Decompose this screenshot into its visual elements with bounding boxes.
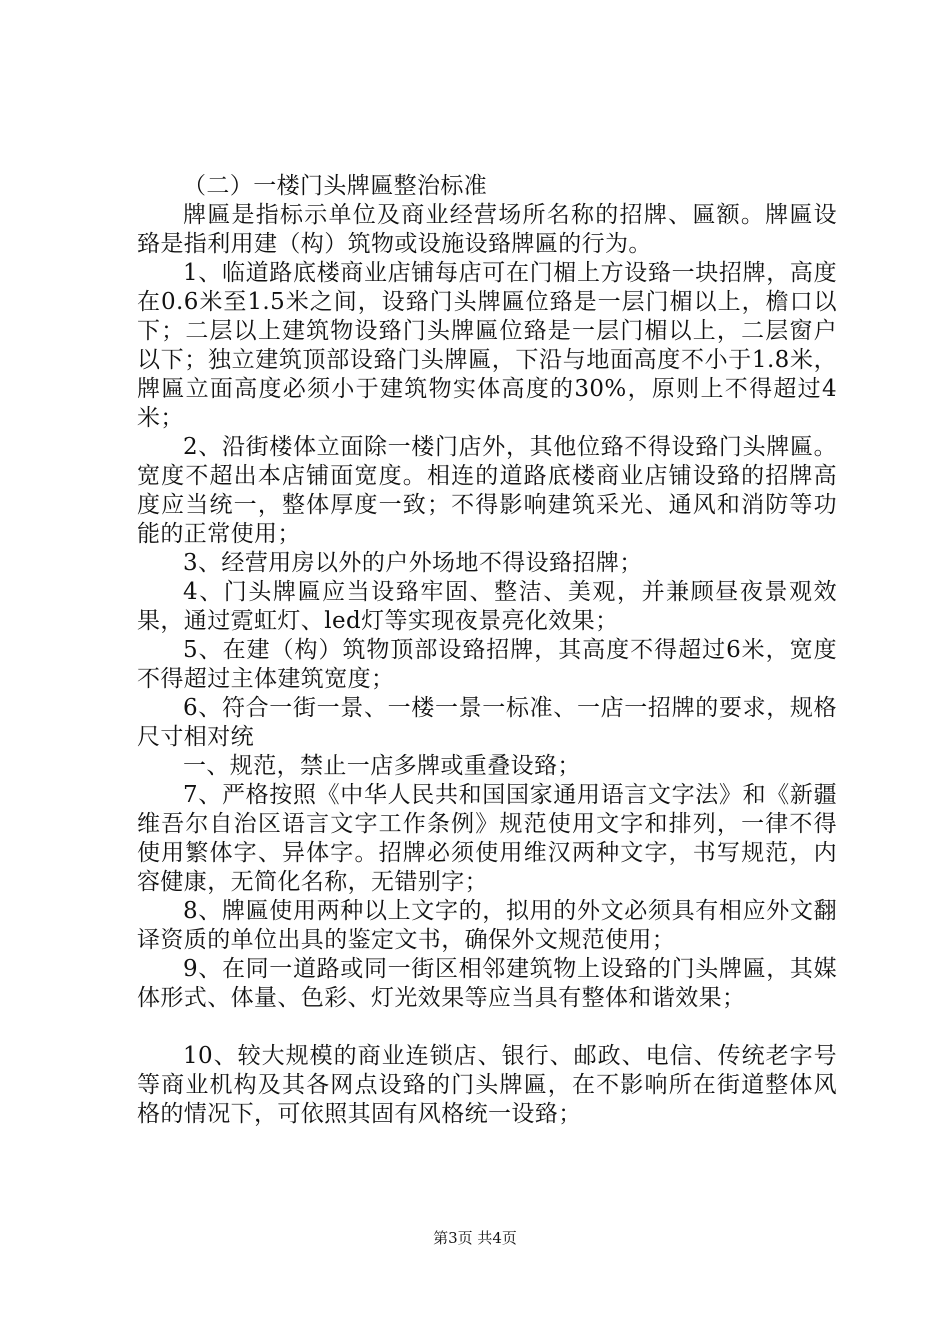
section-heading: （二）一楼门头牌匾整治标准 [183, 173, 488, 199]
paragraph-item-5: 5、在建（构）筑物顶部设臵招牌，其高度不得超过6米，宽度不得超过主体建筑宽度； [137, 637, 837, 692]
paragraph-item-1: 1、临道路底楼商业店铺每店可在门楣上方设臵一块招牌，高度在0.6米至1.5米之间，设臵门头牌匾位臵是一层门楣以上，檐口以下；二层以上建筑物设臵门头牌匾位臵是一层门楣以上，二层窗户以下；独立建筑顶部设臵门头牌匾，下沿与地面高度不小于1.8米，牌匾立面高度必须小于建筑物实体高度的30%，原则上不得超过4米； [137, 260, 837, 431]
paragraph-item-10: 10、较大规模的商业连锁店、银行、邮政、电信、传统老字号等商业机构及其各网点设臵的门头牌匾，在不影响所在街道整体风格的情况下，可依照其固有风格统一设臵； [137, 1043, 837, 1127]
document-body [137, 172, 837, 1129]
paragraph-item-7: 7、严格按照《中华人民共和国国家通用语言文字法》和《新疆维吾尔自治区语言文字工作条例》规范使用文字和排列，一律不得使用繁体字、异体字。招牌必须使用维汉两种文字，书写规范，内容健康，无简化名称，无错别字； [137, 782, 837, 895]
paragraph-item-3: 3、经营用房以外的户外场地不得设臵招牌； [183, 550, 643, 576]
paragraph-item-4: 4、门头牌匾应当设臵牢固、整洁、美观，并兼顾昼夜景观效果，通过霓虹灯、led灯等实现夜景亮化效果； [137, 579, 837, 634]
paragraph-definition: 牌匾是指标示单位及商业经营场所名称的招牌、匾额。牌匾设臵是指利用建（构）筑物或设施设臵牌匾的行为。 [137, 202, 837, 257]
paragraph-item-2: 2、沿街楼体立面除一楼门店外，其他位臵不得设臵门头牌匾。宽度不超出本店铺面宽度。相连的道路底楼商业店铺设臵的招牌高度应当统一，整体厚度一致；不得影响建筑采光、通风和消防等功能的正常使用； [137, 434, 837, 547]
paragraph-item-6-continued: 一、规范，禁止一店多牌或重叠设臵； [183, 753, 581, 779]
paragraph-item-6: 6、符合一街一景、一楼一景一标准、一店一招牌的要求，规格尺寸相对统 [137, 695, 837, 750]
paragraph-item-9: 9、在同一道路或同一街区相邻建筑物上设臵的门头牌匾，其媒体形式、体量、色彩、灯光效果等应当具有整体和谐效果； [137, 956, 837, 1011]
page-footer: 第3页 共4页 [433, 1229, 517, 1247]
paragraph-item-8: 8、牌匾使用两种以上文字的，拟用的外文必须具有相应外文翻译资质的单位出具的鉴定文书，确保外文规范使用； [137, 898, 837, 953]
